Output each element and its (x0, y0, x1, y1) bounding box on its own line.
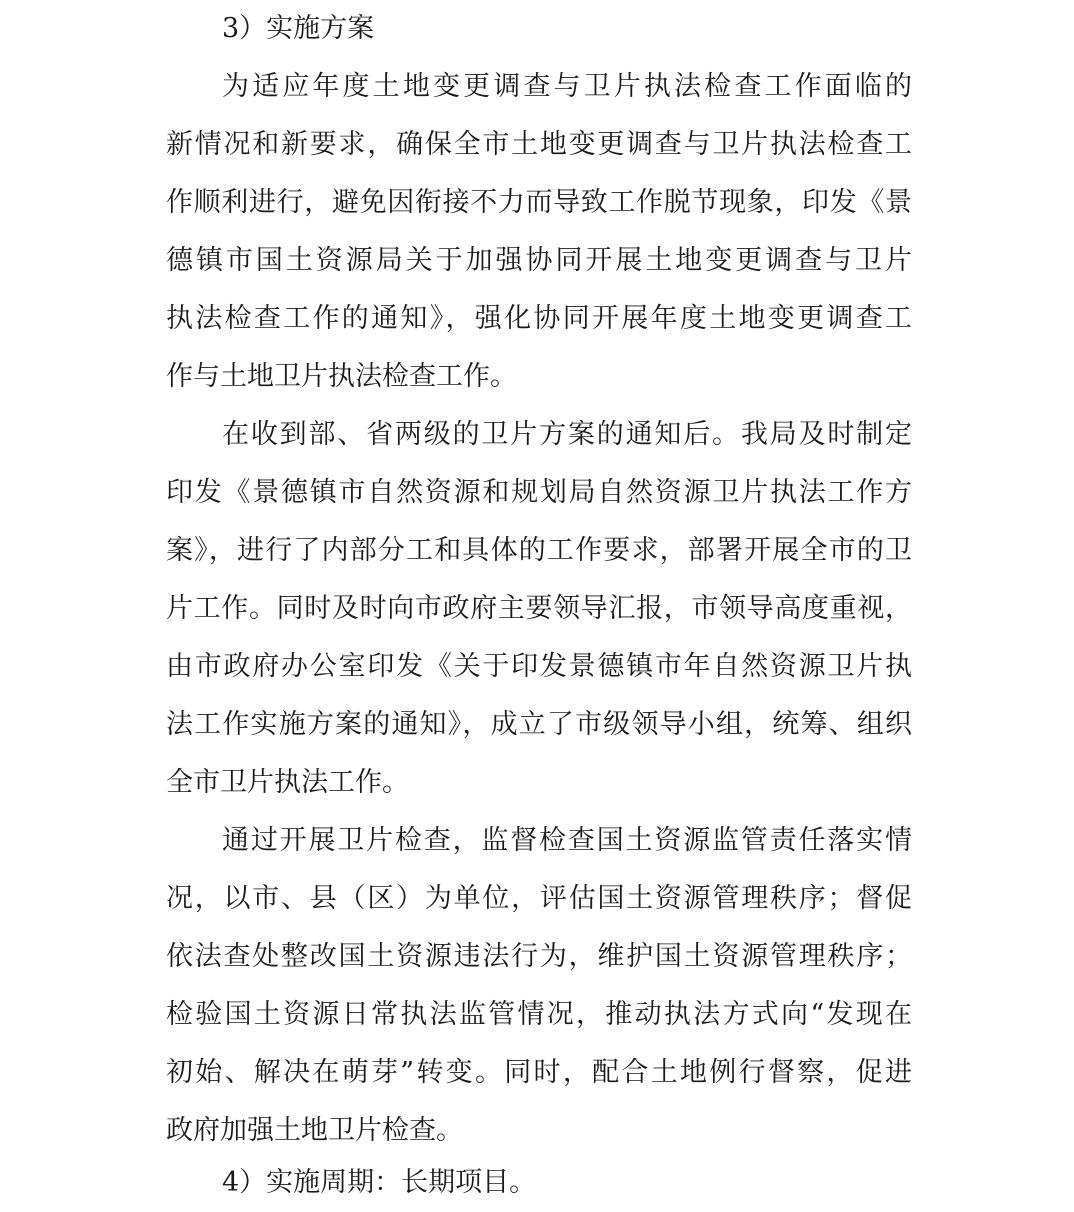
paragraph-3-line-3: 依法查处整改国土资源违法行为，维护国土资源管理秩序； (166, 941, 912, 972)
paragraph-1-line-2: 新情况和新要求，确保全市土地变更调查与卫片执法检查工 (166, 129, 912, 160)
paragraph-2-line-5: 由市政府办公室印发《关于印发景德镇市年自然资源卫片执 (166, 651, 912, 682)
paragraph-2-line-6: 法工作实施方案的通知》，成立了市级领导小组，统筹、组织 (166, 709, 912, 740)
heading-implementation-period: 4）实施周期：长期项目。 (222, 1167, 537, 1198)
paragraph-1-line-3: 作顺利进行，避免因衔接不力而导致工作脱节现象，印发《景 (166, 187, 912, 218)
paragraph-1-line-4: 德镇市国土资源局关于加强协同开展土地变更调查与卫片 (166, 245, 912, 276)
paragraph-2-line-2: 印发《景德镇市自然资源和规划局自然资源卫片执法工作方 (166, 477, 912, 508)
heading-implementation-plan: 3）实施方案 (222, 13, 375, 44)
paragraph-3-line-4: 检验国土资源日常执法监管情况，推动执法方式向“发现在 (166, 999, 912, 1030)
paragraph-1-line-5: 执法检查工作的通知》，强化协同开展年度土地变更调查工 (166, 303, 912, 334)
paragraph-2-line-4: 片工作。同时及时向市政府主要领导汇报，市领导高度重视， (166, 593, 912, 624)
paragraph-1-line-1: 为适应年度土地变更调查与卫片执法检查工作面临的 (222, 71, 912, 102)
paragraph-3-line-2: 况，以市、县（区）为单位，评估国土资源管理秩序；督促 (166, 883, 912, 914)
paragraph-1-line-6: 作与土地卫片执法检查工作。 (166, 361, 517, 392)
paragraph-2-line-3: 案》，进行了内部分工和具体的工作要求，部署开展全市的卫 (166, 535, 912, 566)
paragraph-3-line-1: 通过开展卫片检查，监督检查国土资源监管责任落实情 (222, 825, 912, 856)
paragraph-3-line-5: 初始、解决在萌芽”转变。同时，配合土地例行督察，促进 (166, 1057, 912, 1088)
paragraph-2-line-7: 全市卫片执法工作。 (166, 767, 409, 798)
paragraph-3-line-6: 政府加强土地卫片检查。 (166, 1115, 463, 1146)
paragraph-2-line-1: 在收到部、省两级的卫片方案的通知后。我局及时制定 (222, 419, 912, 450)
